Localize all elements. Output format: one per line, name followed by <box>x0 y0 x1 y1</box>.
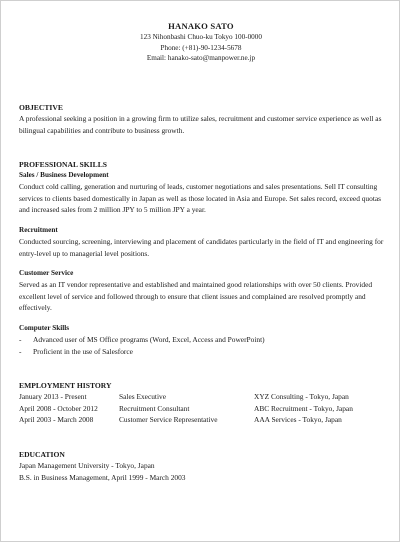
employment-dates: January 2013 - Present <box>19 392 87 402</box>
education-section <box>19 449 385 483</box>
phone: Phone: (+81)-90-1234-5678 <box>160 43 242 52</box>
recruitment-text: Conducted sourcing, screening, interviewing and placement of candidates particularly in the field of IT and engineering for entry-level up to managerial level positions. <box>19 236 384 258</box>
computer-skills-list <box>19 334 385 357</box>
resume-body <box>19 102 385 483</box>
objective-text: A professional seeking a position in a growing firm to utilize sales, recruitment and customer service experience as well as bilingual capabilities and contribute to business growth. <box>19 114 382 135</box>
education-heading: EDUCATION <box>19 449 65 459</box>
employment-role: Sales Executive <box>119 392 166 402</box>
employment-dates: April 2003 - March 2008 <box>19 415 94 425</box>
objective-heading: OBJECTIVE <box>19 103 63 112</box>
resume-header <box>1 20 400 64</box>
table-row <box>19 414 385 426</box>
skills-section <box>19 159 385 357</box>
employment-company: ABC Recruitment - Tokyo, Japan <box>254 403 353 413</box>
bullet-dash: - <box>19 346 22 356</box>
address: 123 Nihonbashi Chuo-ku Tokyo 100-0000 <box>140 33 262 41</box>
bullet-dash: - <box>19 334 22 344</box>
skills-heading: PROFESSIONAL SKILLS <box>19 160 107 170</box>
employment-company: XYZ Consulting - Tokyo, Japan <box>254 392 349 402</box>
employment-company: AAA Services - Tokyo, Japan <box>254 415 342 425</box>
sales-heading: Sales / Business Development <box>19 171 109 180</box>
table-row <box>19 391 385 403</box>
candidate-name: HANAKO SATO <box>168 21 234 31</box>
list-item <box>19 346 385 358</box>
employment-section <box>19 380 385 426</box>
employment-role: Recruitment Consultant <box>119 403 190 413</box>
employment-dates: April 2008 - October 2012 <box>19 403 98 413</box>
recruitment-heading: Recruitment <box>19 225 58 234</box>
customer-service-text: Served as an IT vendor representative and established and maintained good relationships with over 50 clients. Provided excellent level of service and followed through to ensure that client issues and complained are resolved promptly and effectively. <box>19 280 373 313</box>
table-row <box>19 403 385 415</box>
objective-section <box>19 102 385 136</box>
computer-skills-heading: Computer Skills <box>19 323 69 332</box>
sales-text: Conduct cold calling, generation and nurturing of leads, customer negotiations and sales presentations. Sell IT consulting services to clients based domestically in Japan as well as those located in Asia and Europe. Set sales record, exceed quotas and increased sales from 2 million JPY to 5 million JPY a year. <box>19 182 382 215</box>
employment-role: Customer Service Representative <box>119 415 218 425</box>
customer-service-heading: Customer Service <box>19 269 74 278</box>
education-school: Japan Management University - Tokyo, Japan <box>19 460 155 470</box>
education-degree: B.S. in Business Management, April 1999 - March 2003 <box>19 472 186 482</box>
list-item <box>19 334 385 346</box>
skill-text: Proficient in the use of Salesforce <box>33 346 133 356</box>
email: Email: hanako-sato@manpower.ne.jp <box>146 54 256 62</box>
skill-text: Advanced user of MS Office programs (Word, Excel, Access and PowerPoint) <box>33 334 265 344</box>
employment-heading: EMPLOYMENT HISTORY <box>19 381 112 391</box>
